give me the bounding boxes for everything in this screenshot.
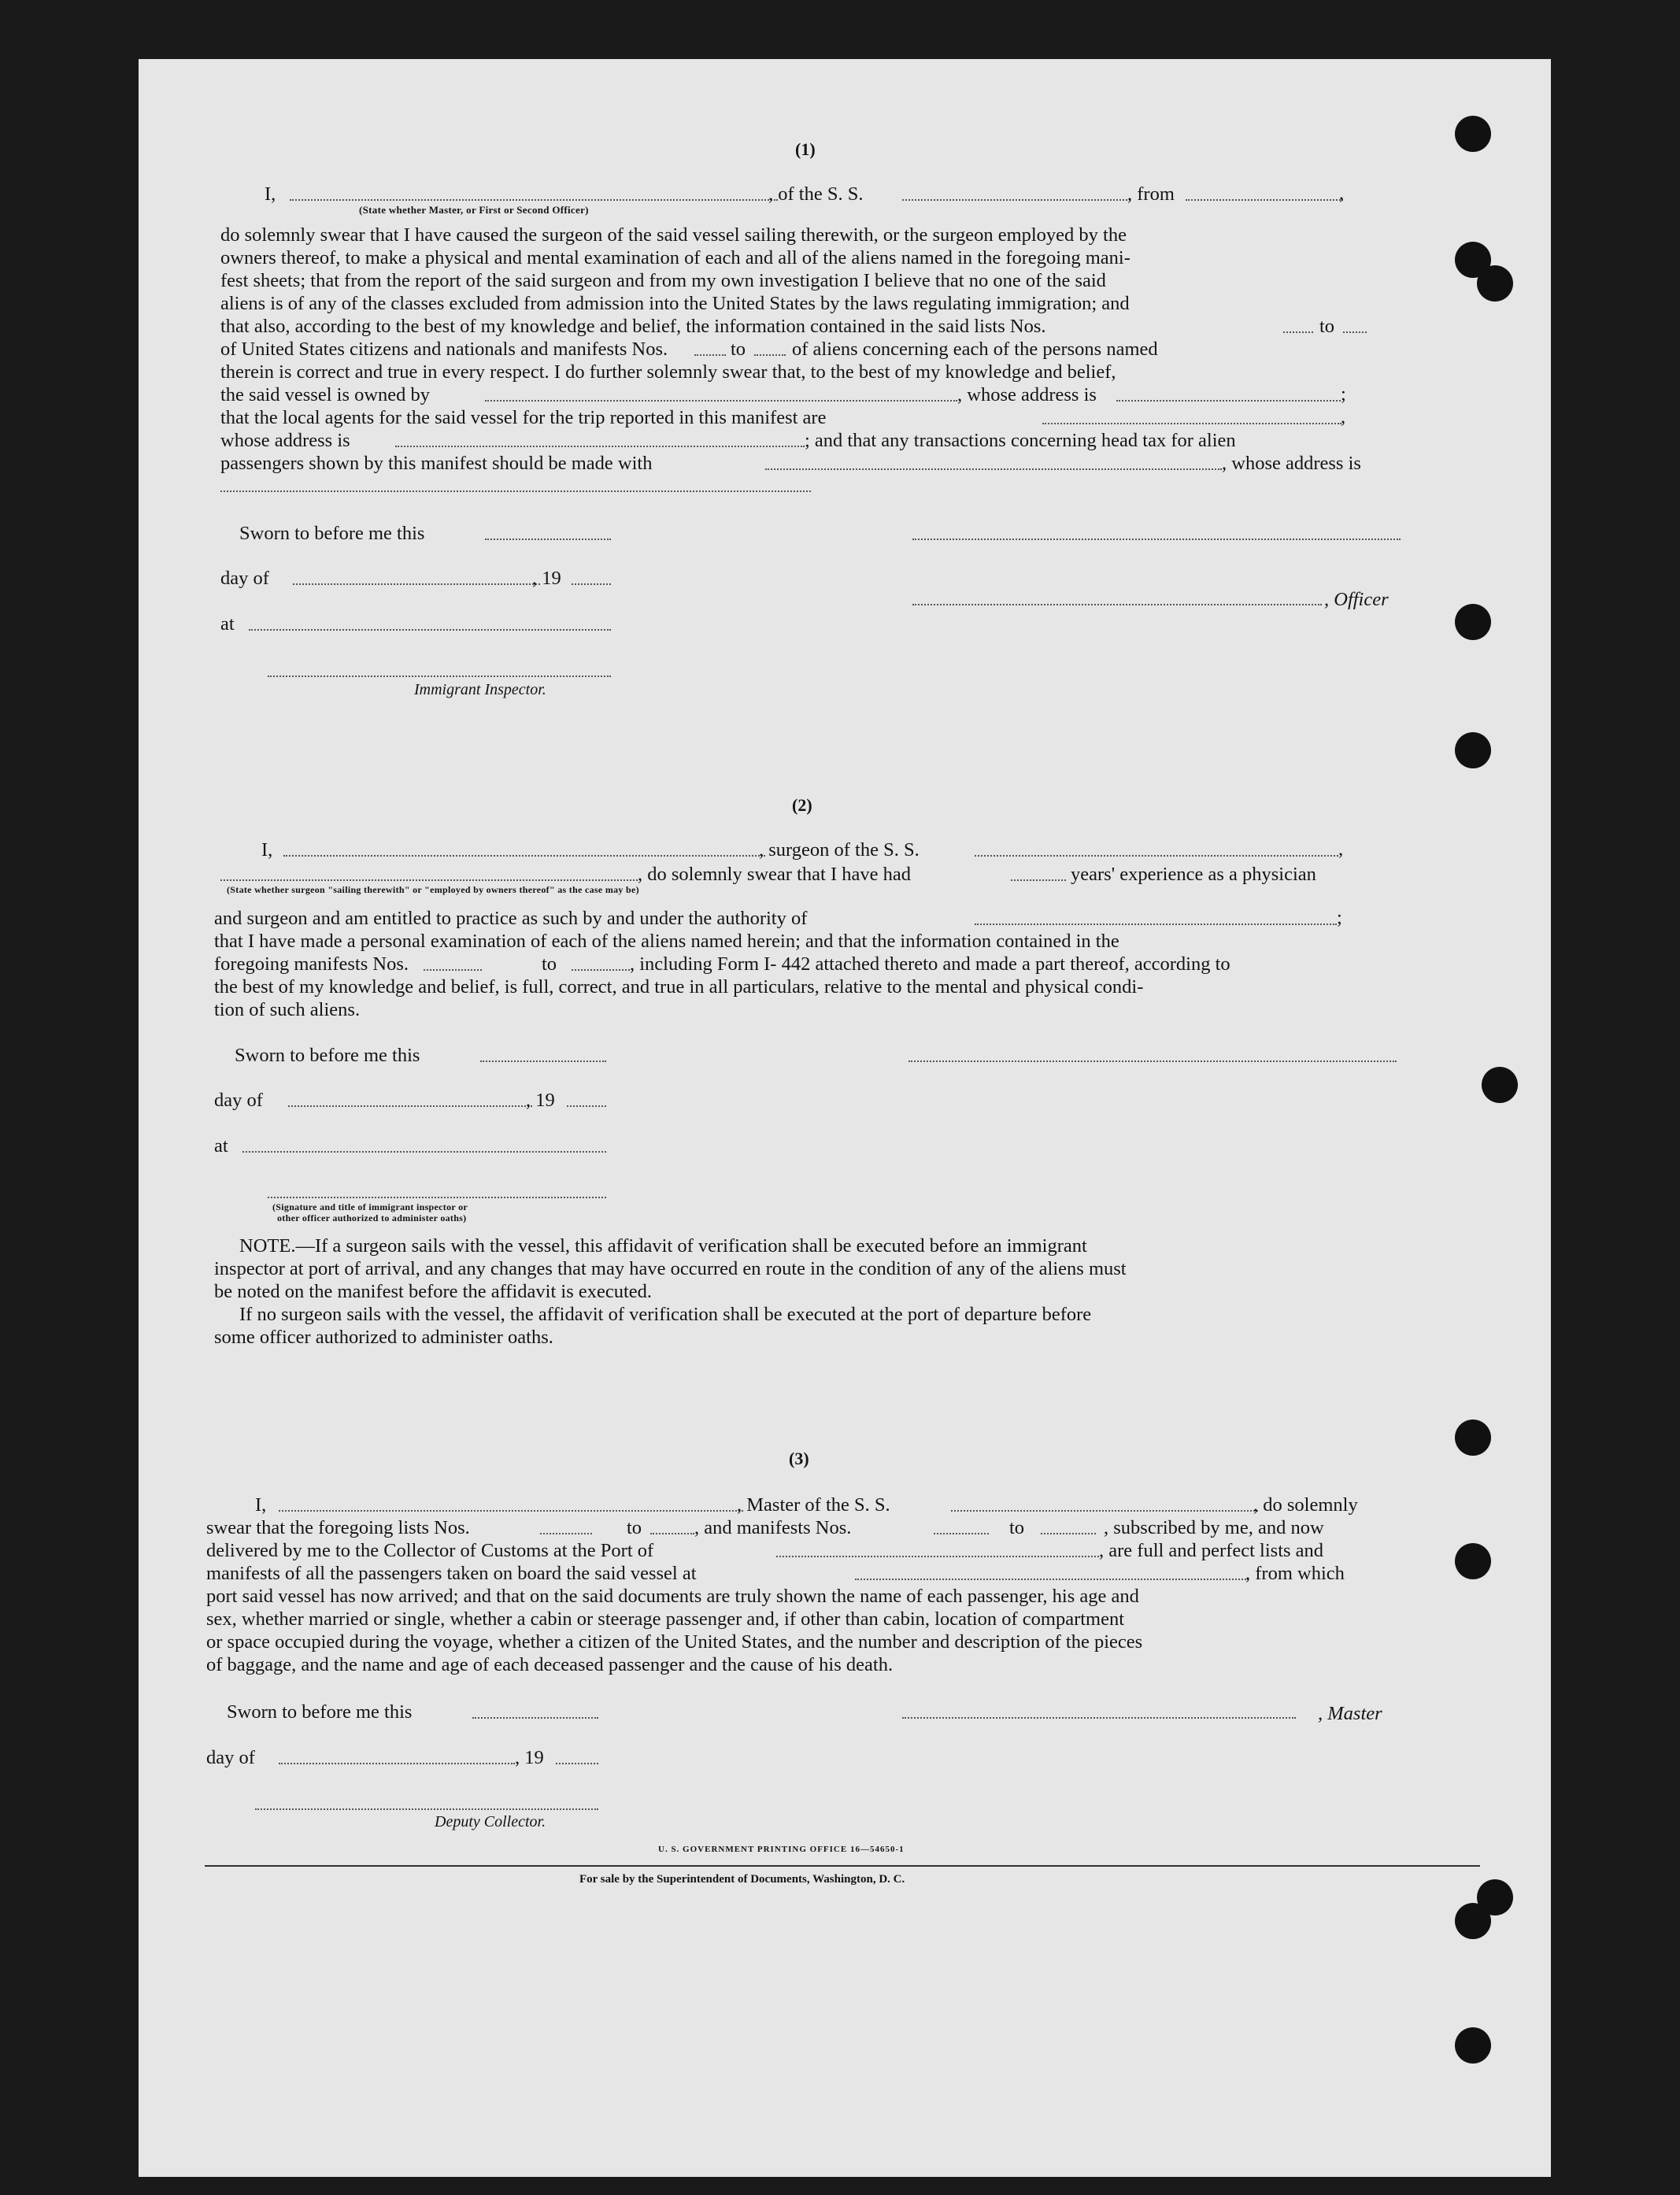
body-line: of United States citizens and nationals and manifests Nos. (220, 339, 668, 360)
punch-hole (1482, 1067, 1518, 1103)
whose-address-label: , whose address is (1222, 453, 1361, 474)
head-tax-address-field[interactable] (220, 490, 811, 492)
pronoun-i: I, (255, 1494, 267, 1516)
note-line: inspector at port of arrival, and any changes that may have occurred en route in the condition of any of the aliens must (214, 1258, 1127, 1279)
year-label: , 19 (532, 568, 561, 589)
swear-label: , do solemnly swear that I have had (638, 864, 911, 885)
surgeon-name-field[interactable] (283, 855, 765, 857)
note-line: some officer authorized to administer oaths. (214, 1327, 553, 1348)
body-line: that I have made a personal examination of each of the aliens named herein; and that the information contained in the (214, 931, 1119, 952)
inspector-signature-field[interactable] (268, 1197, 606, 1198)
manifests-to-field[interactable] (754, 354, 786, 356)
body-line: passengers shown by this manifest should be made with (220, 453, 653, 474)
day-of-label: day of (206, 1747, 255, 1768)
surgeon-signature-field[interactable] (908, 1060, 1397, 1062)
title-note: (State whether Master, or First or Second Officer) (359, 204, 589, 216)
note-line: NOTE.—If a surgeon sails with the vessel, this affidavit of verification shall be executed before an immigrant (239, 1235, 1087, 1257)
signature-note: other officer authorized to administer oaths) (277, 1212, 467, 1223)
body-line: sex, whether married or single, whether a cabin or steerage passenger and, if other than cabin, location of compartment (206, 1608, 1125, 1630)
at-label: at (220, 613, 235, 635)
section-number: (3) (789, 1449, 809, 1468)
master-of-label: , Master of the S. S. (737, 1494, 890, 1516)
body-line: of baggage, and the name and age of each deceased passenger and the cause of his death. (206, 1654, 894, 1675)
lists-from-field[interactable] (1283, 331, 1313, 333)
authority-field[interactable] (975, 924, 1337, 925)
at-place-field[interactable] (242, 1151, 606, 1153)
sworn-label: Sworn to before me this (239, 523, 425, 544)
body-line: delivered by me to the Collector of Customs at the Port of (206, 1540, 654, 1561)
lists-from-field[interactable] (540, 1533, 592, 1534)
inspector-signature-field[interactable] (268, 676, 611, 677)
from-label: , from (1127, 183, 1175, 205)
pronoun-i: I, (265, 183, 276, 205)
day-of-field[interactable] (279, 1763, 515, 1764)
agents-address-field[interactable] (395, 446, 805, 447)
master-name-field[interactable] (279, 1510, 743, 1512)
pronoun-i: I, (261, 839, 273, 861)
punch-hole (1455, 2027, 1491, 2064)
transactions-label: ; and that any transactions concerning head tax for alien (805, 430, 1236, 451)
master-label: , Master (1318, 1703, 1382, 1724)
body-line: that the local agents for the said vessel for the trip reported in this manifest are (220, 407, 827, 428)
and-manifests-label: , and manifests Nos. (694, 1517, 852, 1538)
form-page: (1) I, , of the S. S. , from , (State whether Master, or First or Second Officer) do solemnly swear that I have caused the surgeon of the said vessel sailing therewith, or the surgeon employed by the owners thereof, to make a physical and mental examination of each and all of the aliens named in the foregoing mani- fest sheets; that from the report of the said surgeon and from my own investigation I believe that no one of the said aliens is of any of the classes excluded from admission into the United States by the laws regulating immigration; and that also, according to the best of my knowledge and belief, the information contained in the said lists Nos. to of United States citizens and nationals and manifests Nos. to of aliens concerning each of the persons named therein is correct and true in every respect. I do further solemnly swear that, to the best of my knowledge and belief, the said vessel is owned by , whose address is ; that the local agents for the said vessel for the trip reported in this manifest are , whose address is ; and that any transactions concerning head tax for alien passengers shown by this manifest should be made with , whose address is Sworn to before me this day of , 19 , Officer at Immigrant Inspector. (2) I, , surgeon of the S. S. , , do solemnly swear that I have had years' experience as a physician (State whether surgeon "sailing therewith" or "employed by owners thereof" as the case may be) and surgeon and am entitled to practice as such by and under the authority of ; that I have made a personal examination of each of the aliens named herein; and that the information contained in the foregoing manifests Nos. to , including Form I- 442 attached thereto and made a part thereof, according to the best of my knowledge and belief, is full, correct, and true in all particulars, relative to the mental and physical condi- tion of such aliens. Sworn to before me this day of , 19 at (Signature and title of immigrant inspector or other officer authorized to administer oaths) NOTE.—If a surgeon sails with the vessel, this affidavit of verification shall be executed before an immigrant inspector at port of arrival, and any changes that may have occurred en route in the condition of any of the aliens must be noted on the manifest before the affidavit is executed. If no surgeon sails with the vessel, the affidavit of verification shall be executed at the port of departure before some officer authorized to administer oaths. (3) I, , Master of the S. S. , do solemnly swear that the foregoing lists Nos. to , and manifests Nos. to , subscribed by me, and now delivered by me to the Collector of Customs at the Port of , are full and perfect lists and manifests of all the passengers taken on board the said vessel at , from which port said vessel has now arrived; and that on the said documents are truly shown the name of each passenger, his age and sex, whether married or single, whether a cabin or steerage passenger and, if other than cabin, location of compartment or space occupied during the voyage, whether a citizen of the United States, and the number and description of the pieces of baggage, and the name and age of each deceased passenger and the cause of his death. Sworn to before me this , Master day of , 19 Deputy Collector. U. S. GOVERNMENT PRINTING OFFICE 16—54650-1 For sale by the Superintendent of Documents, Washington, D. C. (139, 59, 1551, 2177)
officer-signature-field[interactable] (912, 539, 1401, 540)
deputy-label: Deputy Collector. (435, 1813, 546, 1830)
sworn-date-field[interactable] (485, 539, 611, 540)
surgeon-status-field[interactable] (220, 879, 638, 881)
officer-title-field[interactable] (912, 604, 1322, 605)
years-experience-field[interactable] (1011, 879, 1066, 881)
surgeon-of-label: , surgeon of the S. S. (759, 839, 920, 861)
deputy-signature-field[interactable] (255, 1808, 598, 1810)
inspector-label: Immigrant Inspector. (414, 681, 546, 698)
body-line: foregoing manifests Nos. (214, 953, 409, 975)
of-ss-label: , of the S. S. (768, 183, 864, 205)
section-number: (2) (792, 795, 812, 815)
body-line: owners thereof, to make a physical and mental examination of each and all of the aliens named in the foregoing mani- (220, 247, 1130, 268)
year-field[interactable] (556, 1763, 598, 1764)
year-field[interactable] (567, 1105, 606, 1107)
body-line: fest sheets; that from the report of the said surgeon and from my own investigation I believe that no one of the said (220, 270, 1106, 291)
owner-field[interactable] (485, 400, 957, 402)
section-number: (1) (795, 139, 816, 159)
lists-to-field[interactable] (650, 1533, 694, 1534)
body-line: that also, according to the best of my knowledge and belief, the information contained in the said lists Nos. (220, 316, 1046, 337)
from-port-field[interactable] (1186, 199, 1343, 201)
sworn-date-field[interactable] (472, 1717, 598, 1719)
signature-note: (Signature and title of immigrant inspector or (272, 1201, 468, 1212)
footer-text: For sale by the Superintendent of Documents, Washington, D. C. (579, 1873, 905, 1886)
body-line: the best of my knowledge and belief, is full, correct, and true in all particulars, relative to the mental and physical condi- (214, 976, 1144, 998)
day-of-label: day of (214, 1090, 263, 1111)
year-label: , 19 (526, 1090, 555, 1111)
whose-address-label: , whose address is (957, 384, 1097, 405)
head-tax-party-field[interactable] (765, 468, 1222, 470)
body-line: do solemnly swear that I have caused the surgeon of the said vessel sailing therewith, or the surgeon employed by the (220, 224, 1127, 246)
master-signature-field[interactable] (902, 1717, 1296, 1719)
owner-address-field[interactable] (1116, 400, 1341, 402)
from-which-label: , from which (1245, 1563, 1345, 1584)
sworn-label: Sworn to before me this (227, 1701, 413, 1723)
punch-hole (1477, 265, 1513, 302)
body-line: or space occupied during the voyage, whether a citizen of the United States, and the number and description of the pieces (206, 1631, 1143, 1653)
officer-label: , Officer (1324, 589, 1389, 610)
body-line: therein is correct and true in every respect. I do further solemnly swear that, to the best of my knowledge and belief, (220, 361, 1116, 383)
punch-hole (1477, 1879, 1513, 1916)
embark-port-field[interactable] (855, 1579, 1249, 1580)
printing-office: U. S. GOVERNMENT PRINTING OFFICE 16—54650-1 (658, 1845, 905, 1854)
surgeon-status-note: (State whether surgeon "sailing therewith" or "employed by owners thereof" as the case may be) (227, 884, 639, 895)
manifests-from-field[interactable] (694, 354, 726, 356)
note-line: be noted on the manifest before the affidavit is executed. (214, 1281, 653, 1302)
punch-hole (1455, 1543, 1491, 1579)
manifests-to-field[interactable] (572, 969, 630, 971)
day-of-field[interactable] (288, 1105, 532, 1107)
years-label: years' experience as a physician (1071, 864, 1316, 885)
body-line: whose address is (220, 430, 350, 451)
day-of-label: day of (220, 568, 269, 589)
surgeon-ship-field[interactable] (975, 855, 1338, 857)
local-agents-field[interactable] (1042, 423, 1341, 424)
lists-to-field[interactable] (1343, 331, 1367, 333)
punch-hole (1455, 732, 1491, 768)
manifests-to-field[interactable] (1041, 1533, 1096, 1534)
day-of-field[interactable] (293, 583, 540, 585)
body-line: aliens is of any of the classes excluded from admission into the United States by the laws regulating immigration; and (220, 293, 1130, 314)
body-line: the said vessel is owned by (220, 384, 431, 405)
at-label: at (214, 1135, 228, 1157)
to-label: to (542, 953, 557, 975)
body-line: swear that the foregoing lists Nos. (206, 1517, 470, 1538)
body-line: tion of such aliens. (214, 999, 361, 1020)
of-aliens-label: of aliens concerning each of the persons named (792, 339, 1158, 360)
note-line: If no surgeon sails with the vessel, the affidavit of verification shall be executed at the port of departure before (239, 1304, 1092, 1325)
do-solemnly-label: , do solemnly (1253, 1494, 1358, 1516)
punch-hole (1455, 116, 1491, 152)
body-line: and surgeon and am entitled to practice as such by and under the authority of (214, 908, 808, 929)
full-perfect-label: , are full and perfect lists and (1099, 1540, 1324, 1561)
body-line: manifests of all the passengers taken on board the said vessel at (206, 1563, 697, 1584)
to-label: to (731, 339, 746, 360)
master-ship-field[interactable] (951, 1510, 1258, 1512)
subscribed-label: , subscribed by me, and now (1104, 1517, 1324, 1538)
ship-name-field[interactable] (902, 199, 1130, 201)
to-label: to (1009, 1517, 1025, 1538)
to-label: to (627, 1517, 642, 1538)
port-field[interactable] (776, 1556, 1099, 1557)
year-field[interactable] (572, 583, 611, 585)
punch-hole (1455, 1420, 1491, 1456)
manifests-from-field[interactable] (424, 969, 482, 971)
footer-rule (205, 1865, 1480, 1867)
sworn-label: Sworn to before me this (235, 1045, 420, 1066)
year-label: , 19 (515, 1747, 544, 1768)
manifests-from-field[interactable] (934, 1533, 989, 1534)
to-label: to (1319, 316, 1335, 337)
punch-hole (1455, 604, 1491, 640)
at-place-field[interactable] (249, 629, 611, 631)
officer-name-field[interactable] (290, 199, 778, 201)
body-line: port said vessel has now arrived; and that on the said documents are truly shown the name of each passenger, his age and (206, 1586, 1139, 1607)
sworn-date-field[interactable] (480, 1060, 606, 1062)
including-label: , including Form I- 442 attached thereto and made a part thereof, according to (630, 953, 1230, 975)
